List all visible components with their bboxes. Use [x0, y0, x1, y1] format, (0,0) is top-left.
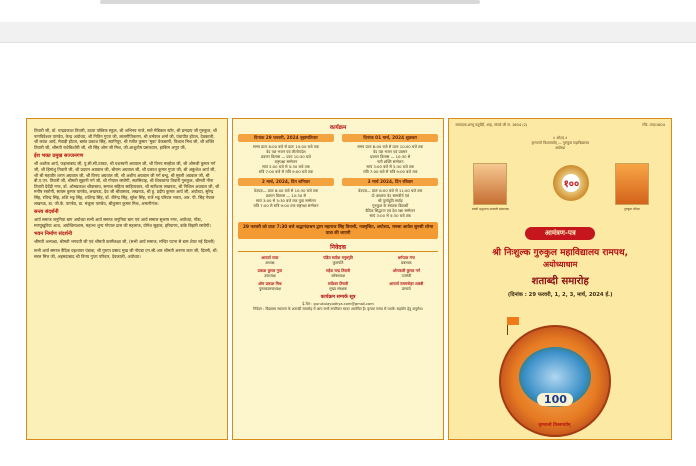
- host-name: ओम प्रकाश मिश्र: [258, 281, 282, 287]
- host-entry: [306, 268, 370, 278]
- shloka: ॥ ओ३म् ॥ कृण्वन्तो विश्वमार्यम् — गुरुकुल महाविद्यालय अयोध्या: [531, 136, 589, 150]
- day-date: दिनांक 01 मार्च, 2024 शुक्रवार: [342, 134, 438, 142]
- cover-header-left: सम्पादक-शम्भू चतुर्वेदी, शाह, संपर्क जी सं. 1804 (2): [455, 123, 528, 127]
- deity-caption: गुरुकुल परिसर: [624, 207, 640, 211]
- host-name: आचार्य राममनोहर शास्त्री: [389, 281, 424, 287]
- host-name: आचार्य राजा: [261, 255, 279, 261]
- host-entry: [374, 281, 438, 291]
- host-role: उपाध्यक्ष: [264, 273, 276, 279]
- host-name: पंडित सतीश मनुस्मृति: [323, 255, 353, 261]
- day-block: [238, 178, 334, 218]
- day-block: [342, 178, 438, 218]
- host-role: मुख्य संरक्षक: [329, 286, 347, 292]
- host-entry: [238, 255, 302, 265]
- right-panel-cover: [448, 118, 672, 440]
- host-role: प्राचार्य: [401, 286, 411, 292]
- saffron-flag: [507, 317, 519, 325]
- day-text: समय प्रातः 8:00 बजे से प्रातः 10:00 बजे तक वेद यज्ञ भजन एवं प्रवचन प्रवचन विलास — 10:30 से नारी शक्ति सम्मेलन सायं 3:00 बजे से 5:30 बजे तक रात्रि 7:00 बजे से रात्रि 9:00 बजे तक: [357, 144, 424, 174]
- centenary-emblem: [553, 165, 589, 201]
- middle-panel: [232, 118, 445, 440]
- contact-title: कार्यक्रम सम्पर्क सूत्र: [320, 295, 356, 301]
- headline-fragment: [100, 0, 480, 4]
- day-date: 2 मार्च, 2024, दिन शनिवार: [238, 178, 334, 186]
- host-name: ओमकारी कुमार गर्ग: [392, 268, 420, 274]
- host-name: प्रकाश कुमार गुप्त: [257, 268, 283, 274]
- left-section-2: सन्त्य संदर्शनी: [34, 209, 59, 216]
- host-entry: [374, 255, 438, 265]
- cover-header-right: रजि.-पत्रा/1804: [642, 123, 665, 127]
- host-name: सर्वेश्वर तिवारी: [328, 281, 349, 287]
- host-role: अध्यक्ष: [265, 260, 275, 266]
- deity-image: [615, 163, 649, 205]
- left-para-3: आर्य समाज जनुनिया बाग अयोध्या सभी आर्य समाज जनुनिया बाग एवं आर्य समाज सुभाष नगर, अयोध्या, गोंडा, मणपुखुरिया अत्ठ, अयोधिमाशाम, महाभा शुन्य गोपाल दास जी महाराज, योगेश सुहाल, हरियाणा, डांके बिहारी रस्तोगी।: [34, 217, 211, 228]
- emblem-text: १००: [563, 179, 580, 190]
- program-schedule: [238, 134, 439, 218]
- host-role: कोषाध्यक्ष: [331, 273, 345, 279]
- nivedak-title: निवेदक: [238, 243, 439, 252]
- host-role: प्रबन्धक: [400, 260, 412, 266]
- left-panel: [26, 118, 228, 440]
- left-para-2: श्री अशोक आर्य, फहजाबाद जी, पु.सी.सी.ठाकट, श्री यशस्वनी अग्रवाल जी, श्री विनय मल्होत्रा जी, श्री ओमजी कुमार गर्ग जी, श्री हिमांशु तिवारी जी, श्री प्रदयन अग्रवाल जी, श्रीराम अग्रवाल जी, श्री प्रकाश कुमार गुप्ता जी, श्री अकुशेश आर्य जी, श्री श्री महावीर शरण अग्रवाल जी, श्री विनय अग्रवाल जी, श्री अशीष अग्रवाल जी गर्ग बन्धु, श्री मुरली अग्रवाल जी, श्री बी.ए.एन. तिवारी जी, श्रीमती सुहानी गर्ग जी, श्री गोपाल रस्तोगी, सतसिवाह, श्री शिवकान्त तिवारी गुरुकुल, श्रीमती नीना तिवारी देवेंद्री नगर, डॉ. ओमप्रकाश श्रीवास्तव, समाज सहित्य साहित्यकार, श्री सतीश्वर लखनऊ, श्री निशिल अग्रवाल जी, श्री मनीष रस्तोगी, सत्यम कुमार पाण्डेय, लखनऊ, देव जी श्रीवास्तव, लखनऊ, श्री हु. प्रदीप कुमार आर्य जी, अयोध्या, सुरेन्द्र सिंह, रविन्द्र सिंह, शशि भट्ट सिंह, शशिन्द्र सिंह, डॉ. वीरेन्द्र सिंह, सुरेश सिंह, राजे भट्ट परिवार भारत, आर. पी. सिंह नेपाल लखनऊ, डा. जी.के. पाण्डेय, डा. मंजुला पाण्डेय, श्रीकुमार कुमार मिश्र, अमानीगंज।: [34, 161, 220, 206]
- host-entry: [238, 268, 302, 278]
- day-text: वेदयज्ञ— प्रातः 8:00 बजे से 10:30 बजे तक प्रवचन विलास — 10:30 से सायं 3:00 से 5:30 बजे तक युवा सम्मेलन रात्रि 7:00 से रात्रि 9:00 तक राष्ट्ररक्षा सम्मेलन: [253, 188, 319, 208]
- institution-name: श्री निःशुल्क गुरुकुल महाविद्यालय रामपथ,: [492, 248, 629, 258]
- centenary-number: 100: [537, 393, 573, 406]
- host-list: [238, 255, 439, 291]
- institution-place: अयोध्याधाम: [543, 260, 578, 269]
- program-title: कार्यक्रम: [329, 125, 347, 131]
- host-role: उपमंत्री: [401, 273, 412, 279]
- top-strip: [0, 0, 696, 22]
- event-title: शताब्दी समारोह: [531, 276, 589, 287]
- host-role: कुलपति: [332, 260, 344, 266]
- separator: [0, 42, 696, 43]
- left-para-5: सभी आर्य समाज वैदिक ग्रहशायर पंडाक, श्री गुरुप्त प्रसाद मुख जी नोयडा एन.सी.आर श्रीमती अरुणा लता जी, दिल्ली, श्री. सरल मित्त जी, अहमदाबाद श्री विनय गुप्ता परिवार, देवकाली, अयोध्या।: [34, 247, 218, 259]
- host-entry: [374, 268, 438, 278]
- footer-text: ई-मेल : gurukulayodhya.com@gmail.com निवेदन : विद्यालय स्थापना के शताब्दी समारोह में आप सभी सपरिवार सादर आमंत्रित हैं। कृपया समय से पधारें। सहयोग हेतु अनुरोध।: [253, 302, 424, 311]
- day-block: [238, 134, 334, 174]
- event-dates: (दिनांक : 29 फरवरी, 1, 2, 3, मार्च, 2024 ई.): [507, 292, 613, 298]
- brochure-image: [26, 118, 672, 440]
- gray-band: [0, 22, 696, 42]
- centenary-medallion: [499, 325, 611, 437]
- left-section-1: ईश भक्त प्रमुख सज्जनगण: [34, 153, 84, 160]
- cover-header: [455, 123, 665, 128]
- host-name: महेश चन्द्र तिवारी: [326, 268, 351, 274]
- invitation-label: आमंत्रण-पत्र: [525, 227, 595, 240]
- host-role: पुस्तकालयाध्यक्ष: [258, 286, 281, 292]
- motto: कृण्वन्तो विश्वमार्यम्: [538, 423, 571, 428]
- host-name: धर्मपाल गंगा: [397, 255, 415, 261]
- day-date: दिनांक 29 फरवरी, 2024 वृहस्पतिवार: [238, 134, 334, 142]
- host-entry: [306, 255, 370, 265]
- founder-portrait: [473, 163, 507, 205]
- day-text: वेदयज्ञ— प्रातः 8:00 बजे से 11:00 बजे तक दो आवरण वेद सामवीर्य एवं श्री पूर्णाहुति सर्वाह गुरुकुल के स्नातक विद्यार्थी वैदिक सिद्धान्त एवं देश रक्षा सम्मेलन सायं 3:00 से 5:30 बजे तक: [358, 188, 423, 218]
- left-para-1: तिवारी जी, डॉ. चन्द्रप्रकाश तिवारी, उदया पब्लिक स्कूल, श्री अभिनव गाजे, सारे मेडिकल स्टोर, श्री प्रमदाय जी गुरुकुल, श्री नागविवेश्वर पाण्डेय, केन्द्र अयोध्या, श्री नितिन गुप्ता जी, लालगीतिकरण, श्री धर्मपाल शर्मा जी, पंचायीत हॉटल, देवकाली, श्री लवंश आर्य, मेवाड़ी होटल, बसंत प्रकाश सिंह, सतनिपुर, श्री रंजीत कुमार 'मुन्ना' वेकबरगी, विशाल मिश्र जी, श्री शक्ति तिवारी जी, श्रीमती राधेकिशोरी जी, श्री सिंह ओम जी मिश्र, जी.आशुतोष प्रसाध्यान, हाकिम अनूप जी,: [34, 128, 217, 150]
- procession-notice: 29 फरवरी को प्रातः 7:30 बजे श्रद्धानंदाश्रम द्वारा महाराज सिंह विरासी, नवसृजित, अयोध्या, रामसा आवेश सुनसी शोभा यात्रा की जाएगी: [238, 222, 439, 239]
- founder-caption: स्वामी श्रद्धानन्द सरस्वती संस्थापक: [471, 207, 509, 211]
- day-text: समय प्रातः 8:00 बजे से प्रातः 10:00 बजे तक वेद यज्ञ भजन एवं लीलोपदेश प्रवचन विलास — प्रातः 10:30 बजे राष्ट्रपक्षा सम्मेलन सायं 3:00 बजे से 5:30 बजे तक रात्रि 7:00 बजे से रात्रि 9:00 बजे तक: [252, 144, 319, 174]
- host-entry: [306, 281, 370, 291]
- photo-row: [455, 155, 665, 227]
- day-date: 3 मार्च 2024, दिन रविवार: [342, 178, 438, 186]
- day-block: [342, 134, 438, 174]
- left-para-4: श्रीमती अभ्यक्षा, श्रीमती भगवती जी एवं श्रीमती करमेंकक्षा जी, (सभी आर्य समाज, मन्दिर पटना से डाम शेयर नई दिल्ली): [34, 239, 215, 245]
- left-section-3: भवन निर्माण संदर्शनी: [34, 231, 73, 238]
- host-entry: [238, 281, 302, 291]
